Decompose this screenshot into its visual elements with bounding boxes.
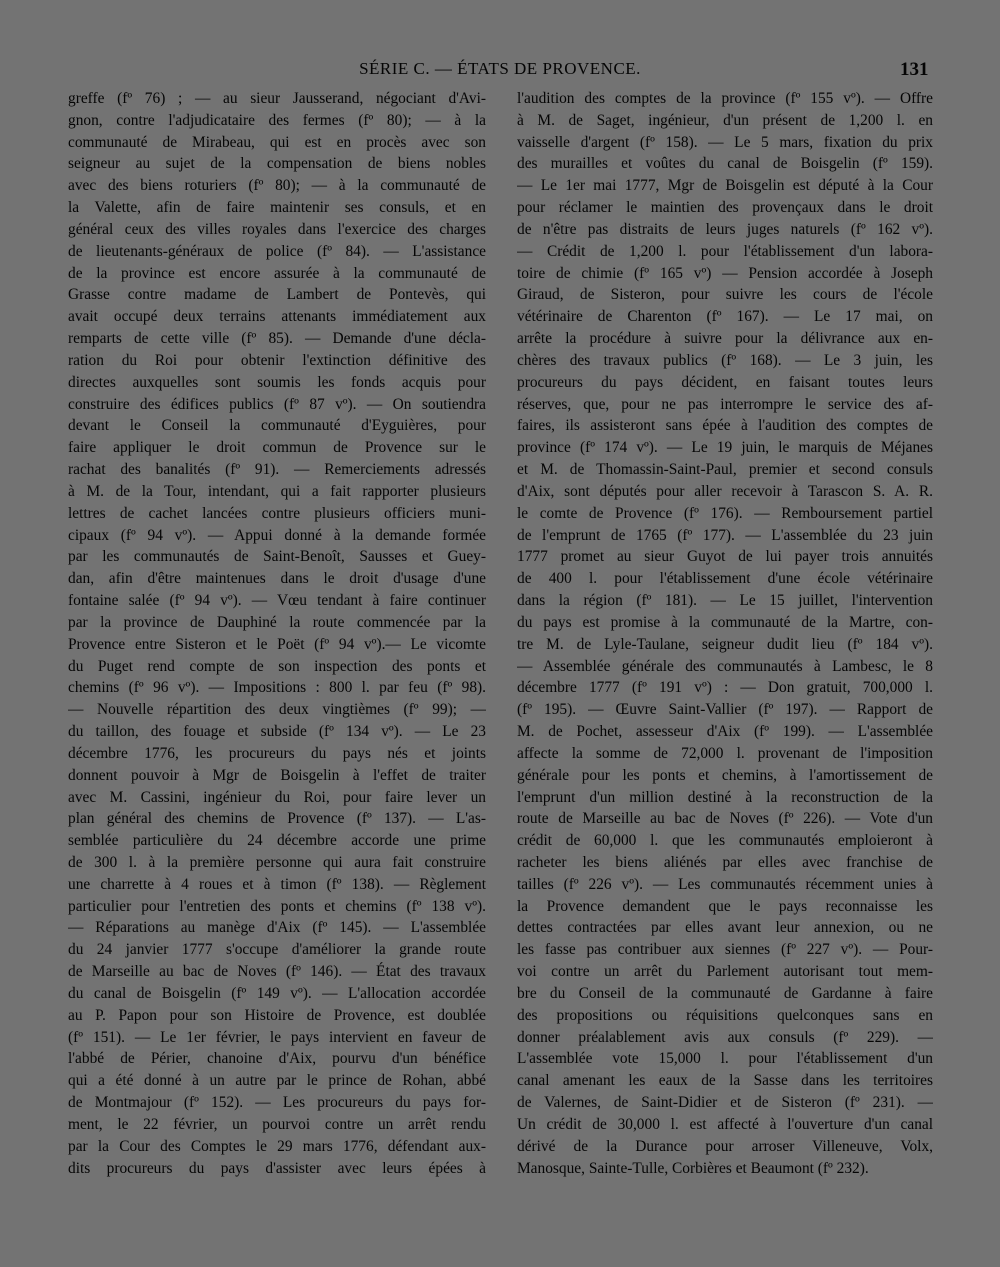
text-line: Manosque, Sainte-Tulle, Corbières et Beaumont (fº 232).	[517, 1159, 869, 1177]
text-line: de Marseille au bac de Noves (fº 146). — État des travaux	[68, 963, 486, 981]
text-line: particulier pour l'entretien des ponts et chemins (fº 138 vº).	[68, 897, 486, 915]
text-line: avec des biens roturiers (fº 80); — à la communauté de	[68, 177, 486, 195]
text-line: vaisselle d'argent (fº 158). — Le 5 mars, fixation du prix	[517, 133, 933, 151]
text-line: de la province est encore assurée à la communauté de	[68, 264, 486, 282]
text-line: directes auxquelles sont soumis les fonds acquis pour	[68, 373, 486, 391]
text-line: fontaine salée (fº 94 vº). — Vœu tendant à faire continuer	[68, 592, 486, 610]
text-line: crédit de 60,000 l. que les communautés emploieront à	[517, 832, 933, 850]
text-line: bre du Conseil de la communauté de Gardanne à faire	[517, 984, 933, 1002]
text-line: des murailles et voûtes du canal de Boisgelin (fº 159).	[517, 155, 933, 173]
text-line: du taillon, des fouage et subside (fº 134 vº). — Le 23	[68, 723, 486, 741]
text-line: — Le 1er mai 1777, Mgr de Boisgelin est député à la Cour	[517, 177, 933, 195]
text-line: donner préalablement avis aux consuls (fº 229). —	[517, 1028, 933, 1046]
text-line: ration du Roi pour obtenir l'extinction définitive des	[68, 351, 486, 369]
text-line: du canal de Boisgelin (fº 149 vº). — L'allocation accordée	[68, 984, 486, 1002]
right-text-column	[517, 88, 933, 1208]
text-line: affecte la somme de 72,000 l. provenant de l'imposition	[517, 744, 933, 762]
text-line: une charrette à 4 roues et à timon (fº 138). — Règlement	[68, 875, 486, 893]
text-line: chères des travaux publics (fº 168). — Le 3 juin, les	[517, 351, 933, 369]
text-line: arrête la procédure à suivre pour la délivrance aux en-	[517, 330, 933, 348]
text-line: du Puget rend compte de son inspection des ponts et	[68, 657, 486, 675]
text-line: la Valette, afin de faire maintenir ses consuls, et en	[68, 199, 486, 217]
text-line: les fasse pas contribuer aux siennes (fº 227 vº). — Pour-	[517, 941, 933, 959]
text-line: gnon, contre l'adjudicataire des fermes (fº 80); — à la	[68, 111, 486, 129]
text-line: seigneur au sujet de la compensation de biens nobles	[68, 155, 486, 173]
left-text-column	[68, 88, 486, 1208]
text-line: tre M. de Lyle-Taulane, seigneur dudit lieu (fº 184 vº).	[517, 635, 933, 653]
text-line: cipaux (fº 94 vº). — Appui donné à la demande formée	[68, 526, 486, 544]
text-line: — Nouvelle répartition des deux vingtièmes (fº 99); —	[68, 701, 486, 719]
text-line: par les communautés de Saint-Benoît, Sausses et Gueу-	[68, 548, 486, 566]
text-line: avec M. Cassini, ingénieur du Roi, pour faire lever un	[68, 788, 486, 806]
text-line: voi contre un arrêt du Parlement autorisant tout mem-	[517, 963, 933, 981]
text-line: la Provence demandent que le pays reconnaisse les	[517, 897, 933, 915]
text-line: de n'être pas distraits de leurs juges naturels (fº 162 vº).	[517, 220, 933, 238]
running-header: SÉRIE C. — ÉTATS DE PROVENCE.	[359, 59, 641, 78]
text-line: pour réclamer le maintien des provençaux dans le droit	[517, 199, 933, 217]
text-line: faire appliquer le droit commun de Provence sur le	[68, 439, 486, 457]
text-line: des propositions ou réquisitions quelconques sans en	[517, 1006, 933, 1024]
text-line: toire de chimie (fº 165 vº) — Pension accordée à Joseph	[517, 264, 933, 282]
text-line: procureurs du pays décident, en faisant toutes leurs	[517, 373, 933, 391]
text-line: l'abbé de Périer, chanoine d'Aix, pourvu d'un bénéfice	[68, 1050, 486, 1068]
text-line: 1777 promet au sieur Guyot de lui payer trois annuités	[517, 548, 933, 566]
text-line: construire des édifices publics (fº 87 vº). — On soutiendra	[68, 395, 486, 413]
text-line: donnent pouvoir à Mgr de Boisgelin à l'effet de traiter	[68, 766, 486, 784]
text-line: racheter les biens aliénés par elles avec franchise de	[517, 853, 933, 871]
text-line: L'assemblée vote 15,000 l. pour l'établissement d'un	[517, 1050, 933, 1068]
text-line: canal amenant les eaux de la Sasse dans les territoires	[517, 1072, 933, 1090]
text-line: Giraud, de Sisteron, pour suivre les cours de l'école	[517, 286, 933, 304]
text-line: à M. de Saget, ingénieur, d'un présent de 1,200 l. en	[517, 111, 933, 129]
text-line: de Valernes, de Saint-Didier et de Sisteron (fº 231). —	[517, 1094, 933, 1112]
text-line: chemins (fº 96 vº). — Impositions : 800 l. par feu (fº 98).	[68, 679, 486, 697]
page-number: 131	[900, 59, 929, 80]
text-line: vétérinaire de Charenton (fº 167). — Le 17 mai, on	[517, 308, 933, 326]
text-line: au P. Papon pour son Histoire de Provence, est doublée	[68, 1006, 486, 1024]
text-line: — Réparations au manège d'Aix (fº 145). — L'assemblée	[68, 919, 486, 937]
text-line: avait occupé deux terrains attenants immédiatement aux	[68, 308, 486, 326]
text-line: — Crédit de 1,200 l. pour l'établissement d'un labora-	[517, 242, 933, 260]
text-line: décembre 1777 (fº 191 vº) : — Don gratuit, 700,000 l.	[517, 679, 933, 697]
text-line: dans la région (fº 181). — Le 15 juillet, l'intervention	[517, 592, 933, 610]
text-line: route de Marseille au bac de Noves (fº 226). — Vote d'un	[517, 810, 933, 828]
text-line: de l'emprunt de 1765 (fº 177). — L'assemblée du 23 juin	[517, 526, 933, 544]
text-line: l'emprunt d'un million destiné à la reconstruction de la	[517, 788, 933, 806]
text-line: ment, le 22 février, un pourvoi contre un arrêt rendu	[68, 1115, 486, 1133]
text-line: le comte de Provence (fº 176). — Remboursement partiel	[517, 504, 933, 522]
text-line: et M. de Thomassin-Saint-Paul, premier et second consuls	[517, 461, 933, 479]
text-line: remparts de cette ville (fº 85). — Demande d'une décla-	[68, 330, 486, 348]
text-line: du 24 janvier 1777 s'occupe d'améliorer la grande route	[68, 941, 486, 959]
text-line: dan, afin d'être maintenues dans le droit d'usage d'une	[68, 570, 486, 588]
text-line: rachat des banalités (fº 91). — Remerciements adressés	[68, 461, 486, 479]
text-line: décembre 1776, les procureurs du pays nés et joints	[68, 744, 486, 762]
text-line: greffe (fº 76) ; — au sieur Jausserand, négociant d'Avi-	[68, 90, 486, 107]
text-line: général ceux des villes royales dans l'exercice des charges	[68, 220, 486, 238]
text-line: (fº 151). — Le 1er février, le pays intervient en faveur de	[68, 1028, 486, 1046]
text-line: dits procureurs du pays d'assister avec leurs épées à	[68, 1159, 486, 1177]
text-line: Provence entre Sisteron et le Poët (fº 94 vº).— Le vicomte	[68, 635, 486, 653]
text-line: M. de Pochet, assesseur d'Aix (fº 199). — L'assemblée	[517, 723, 933, 741]
text-line: Un crédit de 30,000 l. est affecté à l'ouverture d'un canal	[517, 1115, 933, 1133]
text-line: l'audition des comptes de la province (fº 155 vº). — Offre	[517, 90, 933, 107]
text-line: Grasse contre madame de Lambert de Pontevès, qui	[68, 286, 486, 304]
text-line: dettes contractées par elles avant leur annexion, ou ne	[517, 919, 933, 937]
text-line: (fº 195). — Œuvre Saint-Vallier (fº 197). — Rapport de	[517, 701, 933, 719]
text-line: de 400 l. pour l'établissement d'une école vétérinaire	[517, 570, 933, 588]
text-line: d'Aix, sont députés pour aller recevoir à Tarascon S. A. R.	[517, 482, 933, 500]
text-line: réserves, que, pour ne pas interrompre le service des af-	[517, 395, 933, 413]
text-line: lettres de cachet lancées contre plusieurs officiers muni-	[68, 504, 486, 522]
text-line: de Montmajour (fº 152). — Les procureurs du pays for-	[68, 1094, 486, 1112]
text-line: dérivé de la Durance pour arroser Villeneuve, Volx,	[517, 1137, 933, 1155]
text-line: — Assemblée générale des communautés à Lambesc, le 8	[517, 657, 933, 675]
text-line: par la Cour des Comptes le 29 mars 1776, défendant aux-	[68, 1137, 486, 1155]
text-line: tailles (fº 226 vº). — Les communautés récemment unies à	[517, 875, 933, 893]
text-line: générale pour les ponts et chemins, à l'amortissement de	[517, 766, 933, 784]
text-line: semblée particulière du 24 décembre accorde une prime	[68, 832, 486, 850]
text-line: communauté de Mirabeau, qui est en procès avec son	[68, 133, 486, 151]
text-line: par la province de Dauphiné la route commencée par la	[68, 613, 486, 631]
text-line: plan général des chemins de Provence (fº 137). — L'as-	[68, 810, 486, 828]
text-line: du pays est promise à la communauté de la Martre, con-	[517, 613, 933, 631]
text-line: de 300 l. à la première personne qui aura fait construire	[68, 853, 486, 871]
text-line: à M. de la Tour, intendant, qui a fait rapporter plusieurs	[68, 482, 486, 500]
text-line: devant le Conseil la communauté d'Eyguières, pour	[68, 417, 486, 435]
text-line: province (fº 174 vº). — Le 19 juin, le marquis de Méjanes	[517, 439, 933, 457]
text-line: faires, ils assisteront sans épée à l'audition des comptes de	[517, 417, 933, 435]
text-line: qui a été donné à un autre par le prince de Rohan, abbé	[68, 1072, 486, 1090]
text-line: de lieutenants-généraux de police (fº 84). — L'assistance	[68, 242, 486, 260]
